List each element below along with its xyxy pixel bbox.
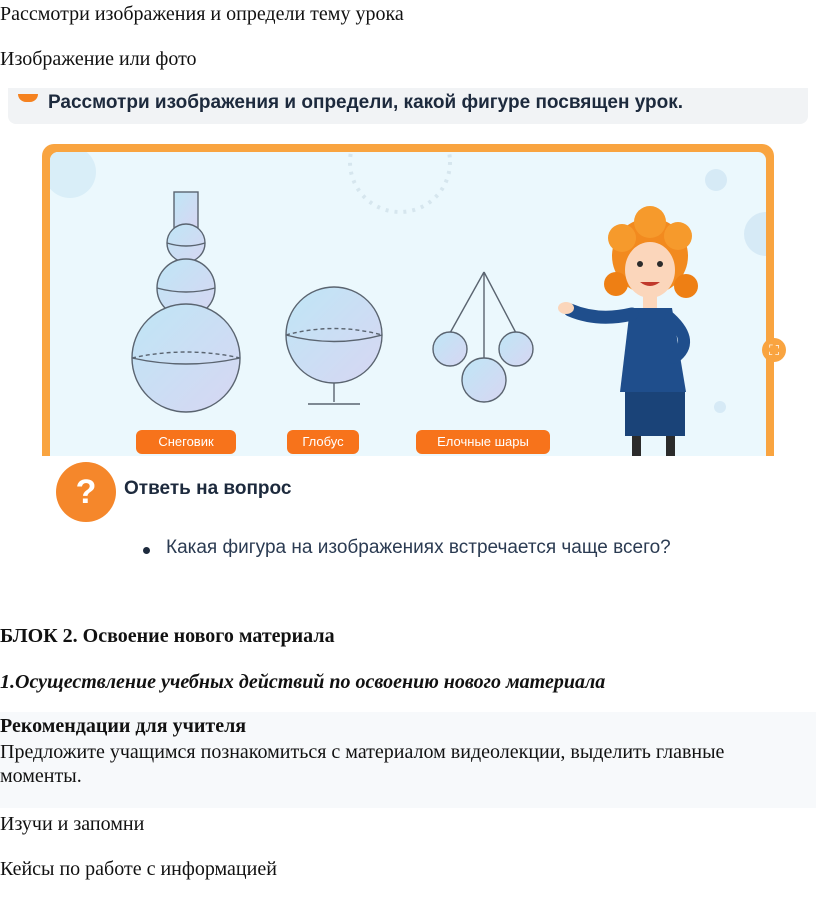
ornaments-figure bbox=[433, 272, 533, 402]
deco-circle bbox=[50, 152, 96, 198]
doc-line-task: Рассмотри изображения и определи тему урока bbox=[0, 3, 404, 25]
recommendations-text-line-2: моменты. bbox=[0, 765, 82, 787]
lesson-image bbox=[0, 78, 816, 580]
task-accent bbox=[18, 94, 38, 102]
question-mark-icon: ? bbox=[56, 462, 116, 522]
task-text: Рассмотри изображения и определи, какой фигуре посвящен урок. bbox=[48, 92, 684, 113]
illustration-area bbox=[50, 152, 766, 456]
section-subheading: 1.Осуществление учебных действий по освоению нового материала bbox=[0, 671, 606, 693]
deco-dot bbox=[705, 169, 727, 191]
label-ornaments: Елочные шары bbox=[416, 430, 550, 454]
illustration-frame bbox=[42, 144, 774, 456]
deco-ring bbox=[350, 152, 450, 212]
block-heading: БЛОК 2. Освоение нового материала bbox=[0, 625, 335, 647]
expand-icon[interactable]: ⛶ bbox=[762, 338, 786, 362]
globe-figure bbox=[286, 287, 382, 404]
deco-dot bbox=[744, 212, 766, 256]
task-bar bbox=[8, 88, 808, 124]
recommendations-text-line-1: Предложите учащимся познакомиться с материалом видеолекции, выделить главные bbox=[0, 741, 725, 763]
deco-dot bbox=[714, 401, 726, 413]
doc-line-image: Изображение или фото bbox=[0, 48, 197, 70]
illustration-drawing bbox=[50, 152, 766, 456]
recommendations-title: Рекомендации для учителя bbox=[0, 715, 247, 737]
snowman-figure bbox=[132, 192, 240, 412]
bullet-icon bbox=[143, 547, 150, 554]
question-text: Какая фигура на изображениях встречается чаще всего? bbox=[166, 537, 671, 558]
doc-line-study: Изучи и запомни bbox=[0, 813, 145, 835]
doc-line-cases: Кейсы по работе с информацией bbox=[0, 858, 277, 880]
label-globe: Глобус bbox=[287, 430, 359, 454]
label-snowman: Снеговик bbox=[136, 430, 236, 454]
answer-title: Ответь на вопрос bbox=[124, 478, 292, 499]
teacher-character bbox=[558, 206, 698, 456]
